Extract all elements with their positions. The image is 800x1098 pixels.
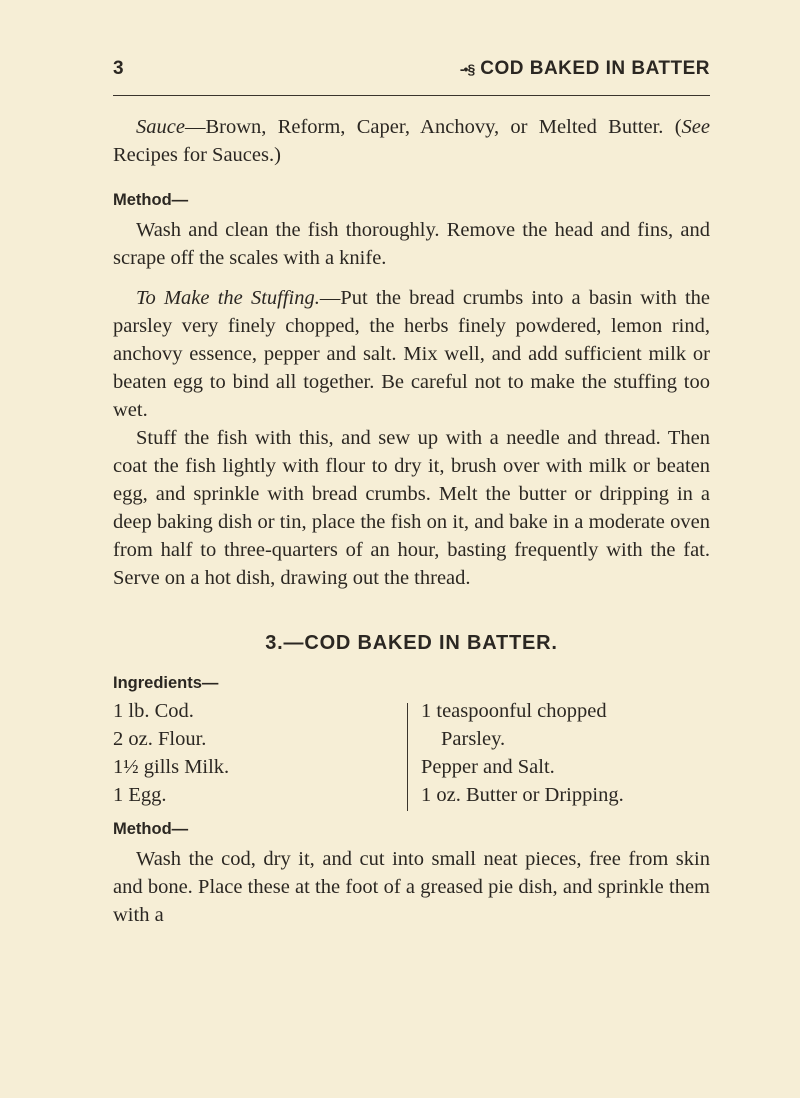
header-rule [113, 95, 710, 96]
page-body [113, 113, 710, 929]
running-title: COD BAKED IN BATTER [480, 58, 710, 79]
ingredient-item: 2 oz. Flour. [113, 728, 207, 750]
ingredient-item: 1 teaspoonful chopped [421, 700, 607, 722]
page-number: 3 [113, 58, 125, 79]
ingredients-heading: Ingredients— [113, 674, 219, 692]
ornament-icon: -•§ [459, 61, 475, 77]
ingredients-right-column [421, 697, 710, 809]
sauce-text-end: Recipes for Sauces.) [113, 144, 281, 166]
ingredient-item: 1 Egg. [113, 784, 167, 806]
sauce-label: Sauce [136, 116, 185, 138]
section-title: 3.—COD BAKED IN BATTER. [265, 632, 558, 654]
running-title-wrap [460, 58, 710, 80]
ingredients-left-column [113, 697, 373, 809]
method-heading-2: Method— [113, 820, 189, 838]
running-header [113, 56, 710, 86]
ingredient-item: Parsley. [441, 728, 506, 750]
stuffing-paragraph [113, 284, 710, 424]
method-paragraph: Wash and clean the fish thoroughly. Remove the head and fins, and scrape off the scales with a knife. [113, 219, 710, 269]
column-divider [407, 703, 408, 811]
stuffing-label: To Make the Stuffing. [136, 287, 320, 309]
stuff-fish-paragraph: Stuff the fish with this, and sew up with a needle and thread. Then coat the fish lightly with flour to dry it, brush over with milk or beaten egg, and sprinkle with bread crumbs. Melt the butter or dripping in a deep baking dish or tin, place the fish on it, and bake in a moderate oven from half to three-quarters of an hour, basting frequently with the fat. Serve on a hot dish, drawing out the thread. [113, 427, 710, 589]
ingredient-item: 1 oz. Butter or Dripping. [421, 784, 624, 806]
ingredient-item: 1½ gills Milk. [113, 756, 230, 778]
ingredient-item: 1 lb. Cod. [113, 700, 194, 722]
stuffing-text: —Put the bread crumbs into a basin with the parsley very finely chopped, the herbs finely powdered, lemon rind, anchovy essence, pepper and salt. Mix well, and add sufficient milk or beaten egg to bind all together. Be careful not to make the stuffing too wet. [113, 287, 710, 421]
method-heading: Method— [113, 191, 189, 209]
sauce-paragraph [113, 113, 710, 169]
ingredients-list [113, 697, 710, 815]
sauce-text: —Brown, Reform, Caper, Anchovy, or Melted Butter. ( [184, 116, 682, 138]
ingredient-item: Pepper and Salt. [421, 756, 555, 778]
sauce-see: See [681, 116, 710, 138]
method-paragraph-2: Wash the cod, dry it, and cut into small neat pieces, free from skin and bone. Place these at the foot of a greased pie dish, and sprinkle them with a [113, 848, 710, 926]
